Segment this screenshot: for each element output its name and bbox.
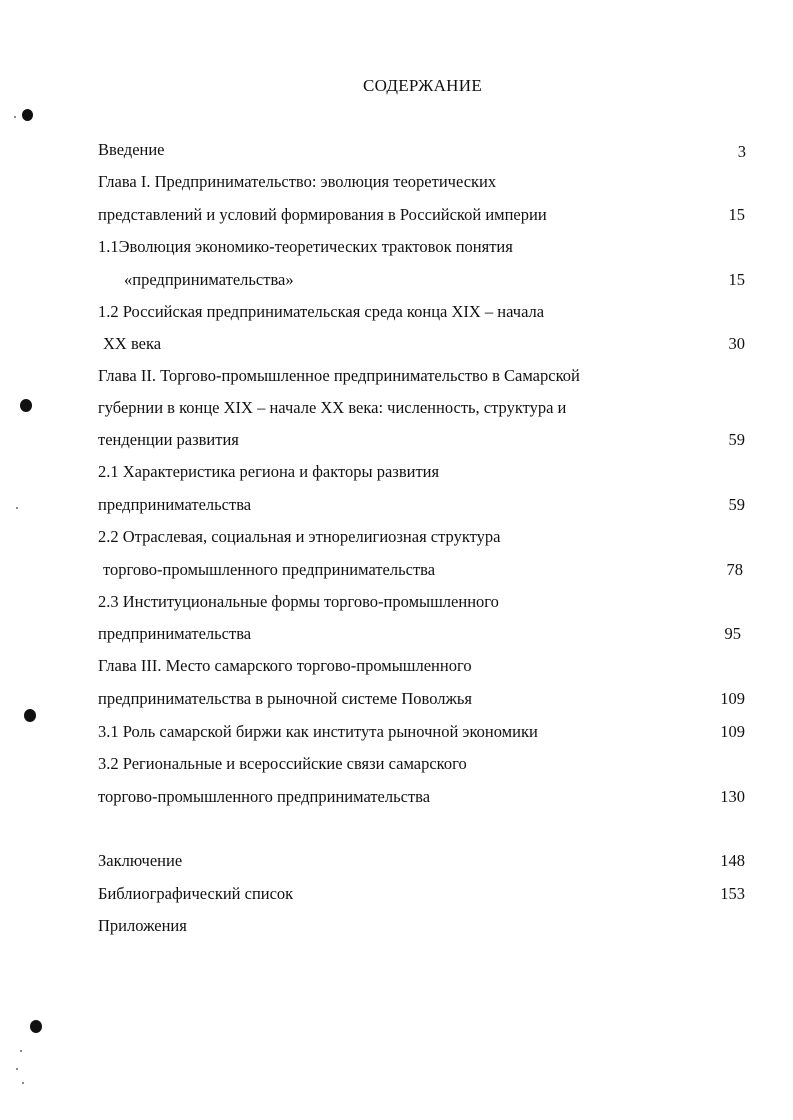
binder-hole-mark-4 xyxy=(30,1020,42,1033)
toc-entry-1-2: 1.2 Российская предпринимательская среда конца XIX – начала xyxy=(98,302,545,321)
toc-entry-2-1: 2.1 Характеристика региона и факторы развития xyxy=(98,462,440,481)
toc-page-chapter-2: 59 xyxy=(728,430,745,449)
toc-entry-chapter-3: Глава III. Место самарского торгово-промышленного xyxy=(98,656,472,675)
toc-entry-1-1-cont: «предпринимательства» xyxy=(124,270,294,289)
toc-page-2-3: 95 xyxy=(724,624,741,643)
toc-entry-1-2-cont: XX века xyxy=(103,334,162,353)
toc-page-1-1: 15 xyxy=(728,270,745,289)
toc-entry-appendix: Приложения xyxy=(98,916,187,935)
toc-page-chapter-3: 109 xyxy=(720,689,745,708)
toc-page-2-1: 59 xyxy=(728,495,745,514)
toc-entry-1-1: 1.1Эволюция экономико-теоретических трактовок понятия xyxy=(98,237,513,256)
toc-page-conclusion: 148 xyxy=(720,851,745,870)
scan-speck-1 xyxy=(14,116,16,118)
toc-entry-conclusion: Заключение xyxy=(98,851,183,870)
toc-page-3-2: 130 xyxy=(720,787,745,806)
toc-entry-2-1-cont: предпринимательства xyxy=(98,495,252,514)
toc-entry-bibliography: Библиографический список xyxy=(98,884,294,903)
toc-entry-2-2: 2.2 Отраслевая, социальная и этнорелигиозная структура xyxy=(98,527,501,546)
toc-page-bibliography: 153 xyxy=(720,884,745,903)
toc-page-3-1: 109 xyxy=(720,722,745,741)
binder-hole-mark-2 xyxy=(20,399,32,412)
scan-speck-2 xyxy=(16,507,18,509)
toc-entry-2-2-cont: торгово-промышленного предпринимательства xyxy=(103,560,436,579)
scan-speck-5 xyxy=(22,1082,24,1084)
toc-entry-chapter-2-cont2: тенденции развития xyxy=(98,430,239,449)
toc-entry-3-2: 3.2 Региональные и всероссийские связи самарского xyxy=(98,754,467,773)
toc-entry-2-3: 2.3 Институциональные формы торгово-промышленного xyxy=(98,592,499,611)
binder-hole-mark-1 xyxy=(22,109,33,121)
toc-page-intro: 3 xyxy=(737,142,746,161)
toc-entry-intro: Введение xyxy=(98,140,165,159)
toc-page-2-2: 78 xyxy=(726,560,743,579)
binder-hole-mark-3 xyxy=(24,709,36,722)
toc-entry-chapter-1-cont: представлений и условий формирования в Российской империи xyxy=(98,205,547,224)
toc-entry-3-2-cont: торгово-промышленного предпринимательства xyxy=(98,787,431,806)
toc-entry-chapter-1: Глава I. Предпринимательство: эволюция теоретических xyxy=(98,172,497,191)
scan-speck-4 xyxy=(16,1068,18,1070)
toc-entry-chapter-2-cont: губернии в конце XIX – начале XX века: численность, структура и xyxy=(98,398,567,417)
toc-title: СОДЕРЖАНИЕ xyxy=(362,76,483,95)
toc-page-chapter-1: 15 xyxy=(728,205,745,224)
toc-entry-3-1: 3.1 Роль самарской биржи как института рыночной экономики xyxy=(98,722,538,741)
toc-entry-chapter-3-cont: предпринимательства в рыночной системе Поволжья xyxy=(98,689,472,708)
toc-entry-chapter-2: Глава II. Торгово-промышленное предпринимательство в Самарской xyxy=(98,366,580,385)
toc-page-1-2: 30 xyxy=(728,334,745,353)
scan-speck-3 xyxy=(20,1050,22,1052)
toc-entry-2-3-cont: предпринимательства xyxy=(98,624,252,643)
